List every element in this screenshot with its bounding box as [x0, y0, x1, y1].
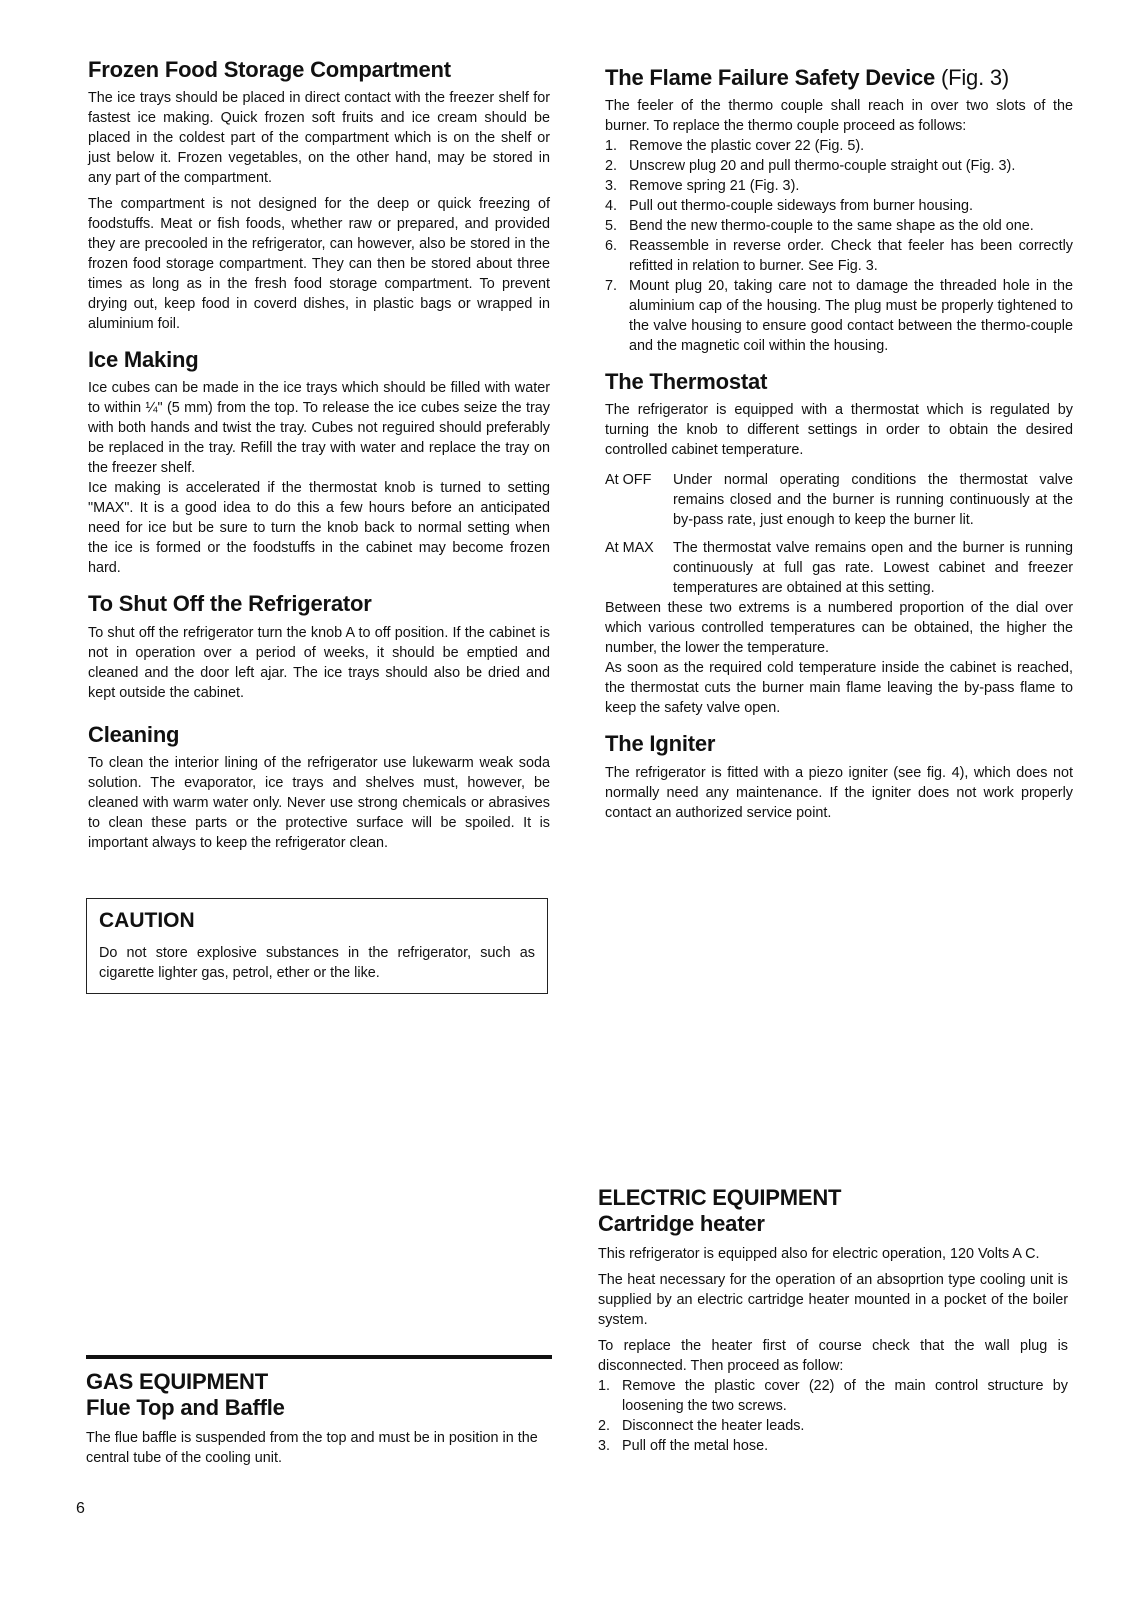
paragraph: Ice cubes can be made in the ice trays which should be filled with water to within ¼" (5 mm) from the top. To release the ice cubes seize the tray with both hands and twist the tray. Cubes not reguired should preferably be replaced in the tray. Refill the tray with water and replace the tray on the freezer shelf.: [88, 380, 550, 477]
left-column: [88, 58, 550, 867]
electric-steps-list: [598, 1376, 1068, 1456]
heading-cleaning: Cleaning: [88, 721, 180, 747]
caution-box: [86, 898, 548, 994]
section-shut-off: [88, 592, 550, 702]
page-number: 6: [76, 1500, 85, 1517]
paragraph: To replace the heater first of course check that the wall plug is disconnected. Then proceed as follow:: [598, 1338, 1068, 1375]
heading-ice-making: Ice Making: [88, 347, 199, 373]
step-number: 4.: [605, 198, 618, 215]
paragraph: The refrigerator is equipped with a thermostat which is regulated by turning the knob to different settings in order to obtain the desired controlled cabinet temperature.: [605, 402, 1073, 459]
step-item: [598, 1436, 1068, 1456]
step-text: Bend the new thermo-couple to the same shape as the old one.: [629, 218, 1034, 235]
section-igniter: [605, 732, 1073, 822]
step-item: [605, 276, 1073, 356]
step-number: 3.: [605, 178, 618, 195]
step-number: 2.: [605, 158, 618, 175]
step-number: 1.: [598, 1378, 611, 1395]
step-item: [605, 136, 1073, 156]
step-text: Remove the plastic cover 22 (Fig. 5).: [629, 138, 865, 155]
heading-igniter: The Igniter: [605, 731, 716, 757]
step-item: [598, 1376, 1068, 1416]
step-number: 5.: [605, 218, 618, 235]
step-number: 1.: [605, 138, 618, 155]
paragraph: To shut off the refrigerator turn the knob A to off position. If the cabinet is not in operation over a period of weeks, it should be emptied and cleaned and the door left ajar. The ice trays should also be dried and kept outside the cabinet.: [88, 624, 550, 701]
caution-text: Do not store explosive substances in the refrigerator, such as cigarette lighter gas, petrol, ether or the like.: [99, 945, 535, 981]
step-item: [605, 236, 1073, 276]
step-text: Remove spring 21 (Fig. 3).: [629, 178, 800, 195]
heading-electric-equipment: ELECTRIC EQUIPMENT: [598, 1185, 842, 1210]
paragraph: Between these two extrems is a numbered proportion of the dial over which various controlled temperatures can be obtained, the higher the number, the lower the temperature.: [605, 600, 1073, 657]
step-item: [598, 1416, 1068, 1436]
step-item: [605, 196, 1073, 216]
desc-max: The thermostat valve remains open and the burner is running continuously at full gas rate. Lowest cabinet and freezer temperatures are obtained at this setting.: [673, 540, 1073, 597]
paragraph: Ice making is accelerated if the thermostat knob is turned to setting "MAX". It is a good idea to do this a few hours before an anticipated need for ice but be sure to turn the knob back to normal setting when the ice is formed or the foodstuffs in the cabinet may become frozen hard.: [88, 480, 550, 577]
paragraph: This refrigerator is equipped also for electric operation, 120 Volts A C.: [598, 1246, 1040, 1263]
heading-frozen-food: Frozen Food Storage Compartment: [88, 57, 451, 82]
heading-thermostat: The Thermostat: [605, 369, 768, 395]
desc-off: Under normal operating conditions the thermostat valve remains closed and the burner is running continuously at the by-pass rate, just enough to keep the burner lit.: [673, 472, 1073, 529]
heading-shut-off: To Shut Off the Refrigerator: [88, 591, 372, 617]
step-text: Unscrew plug 20 and pull thermo-couple straight out (Fig. 3).: [629, 158, 1016, 175]
right-column: [605, 66, 1073, 837]
section-ice-making: [88, 348, 550, 578]
paragraph: The heat necessary for the operation of an absoprtion type cooling unit is supplied by an electric cartridge heater mounted in a pocket of the boiler system.: [598, 1272, 1068, 1329]
paragraph: The ice trays should be placed in direct contact with the freezer shelf for fastest ice making. Quick frozen soft fruits and ice cream should be placed in the coldest part of the compartment which is on the shelf or just below it. Frozen vegetables, on the other hand, may be stored in any part of the compartment.: [88, 90, 550, 187]
paragraph: To clean the interior lining of the refrigerator use lukewarm weak soda solution. The evaporator, ice trays and shelves must, however, be cleaned with warm water only. Never use strong chemicals or abrasives to clean these parts or the protective surface will be spoiled. It is important always to keep the refrigerator clean.: [88, 754, 550, 851]
step-text: Pull off the metal hose.: [622, 1438, 769, 1455]
step-item: [605, 216, 1073, 236]
step-text: Remove the plastic cover (22) of the main control structure by loosening the two screws.: [622, 1378, 1068, 1415]
heading-gas-equipment: GAS EQUIPMENT: [86, 1369, 268, 1394]
step-text: Mount plug 20, taking care not to damage the threaded hole in the aluminium cap of the housing. The plug must be properly tightened to the valve housing to ensure good contact between the thermo-couple and the magnetic coil within the housing.: [629, 278, 1073, 355]
section-gas-equipment: [86, 1370, 548, 1474]
paragraph: The flue baffle is suspended from the top and must be in position in the central tube of the cooling unit.: [86, 1430, 538, 1467]
section-flame-failure: [605, 66, 1073, 356]
step-number: 6.: [605, 238, 618, 255]
step-number: 7.: [605, 278, 618, 295]
divider-rule: [86, 1355, 552, 1359]
paragraph: As soon as the required cold temperature inside the cabinet is reached, the thermostat cuts the burner main flame leaving the by-pass flame to keep the safety valve open.: [605, 660, 1073, 717]
term-off: At OFF: [605, 472, 652, 489]
step-item: [605, 156, 1073, 176]
section-thermostat: [605, 370, 1073, 718]
paragraph: The refrigerator is fitted with a piezo igniter (see fig. 4), which does not normally need any maintenance. If the igniter does not work properly contact an authorized service point.: [605, 764, 1073, 821]
paragraph: The feeler of the thermo couple shall reach in over two slots of the burner. To replace the thermo couple proceed as follows:: [605, 98, 1073, 135]
caution-title: CAUTION: [99, 909, 195, 932]
subheading-flue-top: Flue Top and Baffle: [86, 1395, 285, 1421]
section-cleaning: [88, 723, 550, 853]
heading-flame-failure-text: The Flame Failure Safety Device: [605, 65, 936, 90]
definition-off: [605, 470, 1073, 530]
flame-steps-list: [605, 136, 1073, 356]
step-item: [605, 176, 1073, 196]
definition-max: [605, 538, 1073, 598]
step-text: Reassemble in reverse order. Check that feeler has been correctly refitted in relation to burner. See Fig. 3.: [629, 238, 1073, 275]
section-electric-equipment: [598, 1186, 1068, 1462]
paragraph: The compartment is not designed for the deep or quick freezing of foodstuffs. Meat or fish foods, whether raw or prepared, and provided they are precooled in the refrigerator, can however, also be stored in the frozen food storage compartment. They can then be stored about three times as long as in the fresh food storage compartment. To prevent drying out, keep food in coverd dishes, in plastic bags or wrapped in aluminium foil.: [88, 196, 550, 333]
subheading-cartridge-heater: Cartridge heater: [598, 1211, 765, 1237]
heading-flame-failure-fig: (Fig. 3): [940, 65, 1010, 90]
section-frozen-food: [88, 58, 550, 334]
heading-flame-failure: [605, 66, 1073, 90]
step-text: Pull out thermo-couple sideways from burner housing.: [629, 198, 973, 215]
step-number: 3.: [598, 1438, 611, 1455]
term-max: At MAX: [605, 540, 654, 557]
step-number: 2.: [598, 1418, 611, 1435]
step-text: Disconnect the heater leads.: [622, 1418, 805, 1435]
